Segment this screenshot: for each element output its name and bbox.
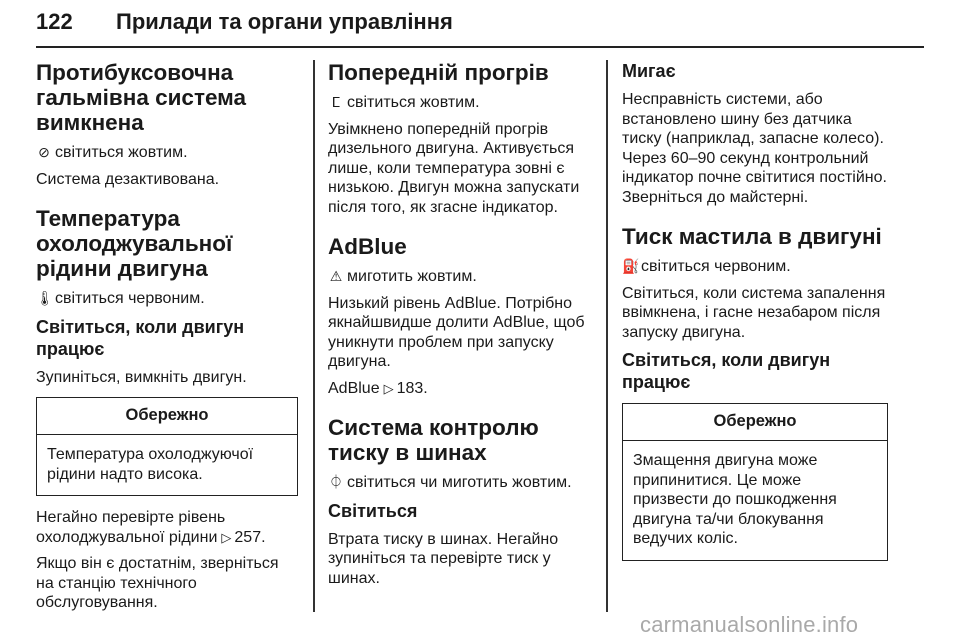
coolant-indicator-text: світиться червоним. <box>55 290 205 307</box>
heading-oil: Тиск мастила в двигуні <box>622 224 882 249</box>
heading-tpms: Система контролю тиску в шинах <box>328 415 539 465</box>
page-reference-icon: ▷ <box>221 529 232 545</box>
running-text: Зупиніться, вимкніть двигун. <box>36 368 247 386</box>
tire-pressure-icon: ⏀ <box>329 474 343 490</box>
caution-text: Змащення двигуна може припинитися. Це може призвести до пошкодження двигуна та/чи блокування ведучих коліс. <box>633 452 837 547</box>
heading-flash: Мигає <box>622 61 676 81</box>
running-title: Прилади та органи управління <box>116 9 453 34</box>
contact-text: Якщо він є достатнім, зверніться на станцію технічного обслуговування. <box>36 555 279 611</box>
column-2 <box>328 60 596 595</box>
oil-text: Світиться, коли система запалення ввімкнена, і гасне незабаром після запуску двигуна. <box>622 284 886 341</box>
page-header <box>0 0 960 52</box>
column-divider-2 <box>606 60 608 612</box>
tpms-indicator-text: світиться чи миготить жовтим. <box>347 474 572 491</box>
antislip-text: Система дезактивована. <box>36 170 220 188</box>
adblue-ref-label: AdBlue <box>328 379 380 397</box>
flash-text: Несправність системи, або встановлено шину без датчика тиску (наприклад, запасне колесо). Через 60–90 секунд контрольний індикатор почне світитися постійно. Зверніться до майстерні. <box>622 91 887 206</box>
coolant-indicator-line <box>36 289 298 309</box>
caution-text: Температура охолоджуючої рідини надто висока. <box>47 446 254 483</box>
antislip-indicator-line <box>36 143 298 163</box>
preheat-indicator-text: світиться жовтим. <box>347 94 480 111</box>
heading-adblue: AdBlue <box>328 234 407 259</box>
column-divider-1 <box>313 60 315 612</box>
adblue-indicator-text: миготить жовтим. <box>347 268 477 285</box>
preheat-indicator-line <box>328 93 596 113</box>
header-divider <box>36 46 924 48</box>
adblue-reference <box>328 379 596 399</box>
caution-box-oil <box>622 403 888 561</box>
check-text: Негайно перевірте рівень охолоджувальної рідини <box>36 509 226 546</box>
heading-running: Світиться, коли двигун працює <box>36 316 245 359</box>
adblue-text: Низький рівень AdBlue. Потрібно якнайшвидше долити AdBlue, щоб уникнути проблем при запуску двигуна. <box>328 294 585 370</box>
lit-text: Втрата тиску в шинах. Негайно зупиніться та перевірте тиск у шинах. <box>328 530 559 587</box>
heading-preheat: Попередній прогрів <box>328 60 549 85</box>
column-3 <box>622 60 888 573</box>
check-coolant-text <box>36 508 298 547</box>
caution-title: Обережно <box>623 404 887 441</box>
traction-off-icon: ⊘ <box>38 144 50 160</box>
page-reference-icon: ▷ <box>383 380 394 396</box>
oil-indicator-text: світиться червоним. <box>641 258 791 275</box>
watermark: carmanualsonline.info <box>640 612 859 637</box>
heading-antislip: Протибуксовочна гальмівна система вимкнена <box>36 60 247 135</box>
heading-oil-running: Світиться, коли двигун працює <box>622 350 831 392</box>
column-1 <box>36 60 298 620</box>
adblue-page-link[interactable]: 183. <box>396 379 428 397</box>
oil-indicator-line <box>622 257 888 277</box>
glow-plug-icon: ⵎ <box>331 94 341 110</box>
tpms-indicator-line <box>328 473 596 493</box>
caution-box <box>36 397 298 496</box>
oil-pressure-icon: ⛽ <box>622 258 640 274</box>
adblue-indicator-line <box>328 267 596 287</box>
caution-title: Обережно <box>37 398 297 435</box>
page-number: 122 <box>36 9 73 34</box>
check-page-link[interactable]: 257. <box>234 528 266 546</box>
adblue-icon: ⚠ <box>329 268 343 284</box>
coolant-temperature-icon: 🌡 <box>36 290 54 306</box>
heading-lit: Світиться <box>328 500 418 521</box>
preheat-text: Увімкнено попередній прогрів дизельного двигуна. Активується лише, коли температура зовні є низькою. Двигун можна запускати після того, як згасне індикатор. <box>328 120 580 216</box>
heading-coolant: Температура охолоджувальної рідини двигуна <box>36 206 233 281</box>
antislip-indicator-text: світиться жовтим. <box>55 144 188 161</box>
